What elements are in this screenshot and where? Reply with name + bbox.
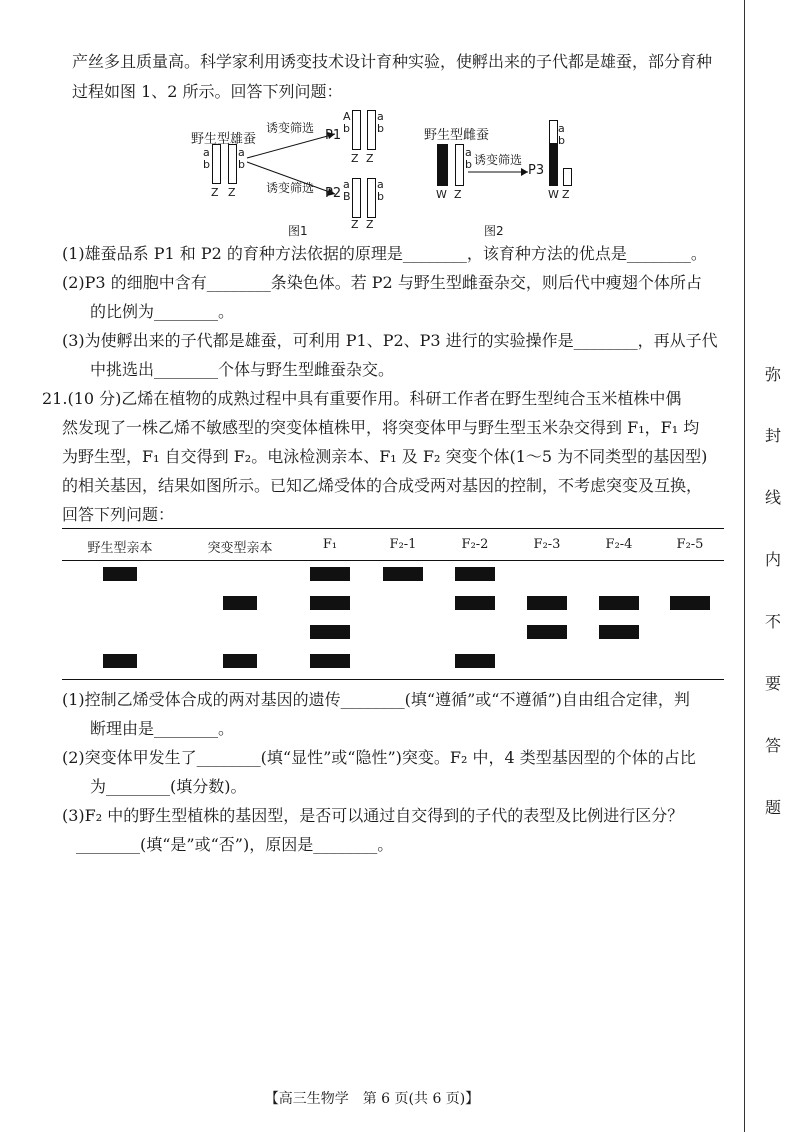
gel-lane-header: F₂-3 — [533, 537, 561, 552]
gel-band — [527, 625, 567, 639]
intro-line-1: 产丝多且质量高。科学家利用诱变技术设计育种实验，使孵出来的子代都是雄蚕，部分育种 — [72, 52, 713, 71]
q21-line-5: 回答下列问题： — [62, 505, 175, 524]
allele-label: a — [558, 122, 565, 135]
chromosome-label: W — [436, 188, 447, 201]
strain-p1: P1 — [325, 128, 342, 143]
allele-label: a — [465, 146, 472, 159]
gel-band — [310, 625, 350, 639]
allele-label: a — [238, 146, 245, 159]
chromosome — [352, 178, 361, 218]
allele-label: a — [377, 110, 384, 123]
gel-lane-header: 突变型亲本 — [207, 541, 273, 556]
gel-lane-header: F₂-5 — [676, 537, 704, 552]
q21-item-3-cont: ________(填“是”或“否”)，原因是________。 — [76, 835, 394, 854]
q21-item-2-cont: 为________(填分数)。 — [90, 777, 247, 796]
seal-char: 答 — [764, 736, 781, 755]
gel-band — [310, 567, 350, 581]
gel-band — [527, 596, 567, 610]
chromosome — [367, 110, 376, 150]
chromosome-label: Z — [366, 218, 374, 231]
gel-lane-header: 野生型亲本 — [87, 541, 153, 556]
chromosome — [212, 144, 221, 184]
arrow-label: 诱变筛选 — [266, 121, 315, 135]
q21-line-3: 为野生型，F₁ 自交得到 F₂。电泳检测亲本、F₁ 及 F₂ 突变个体(1～5 为不同类型的基因型) — [62, 447, 708, 466]
seal-line — [744, 0, 745, 1132]
chromosome-w — [437, 144, 448, 186]
q21-line-1: 21.(10 分)乙烯在植物的成熟过程中具有重要作用。科研工作者在野生型纯合玉米植株中偶 — [42, 389, 682, 408]
gel-band — [599, 625, 639, 639]
arrow-label: 诱变筛选 — [266, 181, 315, 195]
gel-band — [670, 596, 710, 610]
q20-item-3: (3)为使孵出来的子代都是雄蚕，可利用 P1、P2、P3 进行的实验操作是________，再从子代 — [62, 331, 718, 350]
chromosome — [367, 178, 376, 218]
q20-item-1: (1)雄蚕品系 P1 和 P2 的育种方法依据的原理是________，该育种方法的优点是________。 — [62, 244, 707, 263]
figure-2-caption: 图2 — [484, 224, 504, 238]
chromosome-label: Z — [228, 186, 236, 199]
allele-label: b — [203, 158, 210, 171]
allele-label: a — [203, 146, 210, 159]
q21-line-4: 的相关基因，结果如图所示。已知乙烯受体的合成受两对基因的控制，不考虑突变及互换， — [62, 476, 703, 495]
page-footer: 【高三生物学 第 6 页(共 6 页)】 — [264, 1091, 480, 1107]
seal-notice — [758, 0, 788, 1132]
seal-char: 题 — [764, 798, 781, 817]
chromosome — [228, 144, 237, 184]
gel-lane-header: F₂-4 — [605, 537, 633, 552]
seal-char: 封 — [764, 426, 781, 445]
figure-1-caption: 图1 — [288, 224, 308, 238]
allele-label: b — [377, 190, 384, 203]
chromosome — [563, 168, 572, 186]
q21-line-2: 然发现了一株乙烯不敏感型的突变体植株甲，将突变体甲与野生型玉米杂交得到 F₁，F₁ 均 — [62, 418, 700, 437]
q21-item-1: (1)控制乙烯受体合成的两对基因的遗传________(填“遵循”或“不遵循”)自由组合定律，判 — [62, 690, 690, 709]
q20-item-2: (2)P3 的细胞中含有________条染色体。若 P2 与野生型雌蚕杂交，则后代中瘦翅个体所占 — [62, 273, 702, 292]
allele-label: A — [343, 110, 351, 123]
allele-label: b — [558, 134, 565, 147]
chromosome-label: Z — [211, 186, 219, 199]
chromosome-label: Z — [454, 188, 462, 201]
gel-band — [383, 567, 423, 581]
gel-header-border — [62, 560, 724, 561]
allele-label: a — [343, 178, 350, 191]
seal-char: 不 — [764, 612, 781, 631]
chromosome-w-translocated — [549, 120, 558, 186]
q21-item-1-cont: 断理由是________。 — [90, 719, 235, 738]
gel-lane-header: F₁ — [322, 537, 338, 552]
seal-char: 弥 — [764, 365, 781, 384]
allele-label: B — [343, 190, 351, 203]
gel-band — [103, 654, 137, 668]
chromosome — [455, 144, 464, 186]
chromosome-label: Z — [562, 188, 570, 201]
figure-1-title: 野生型雄蚕 — [191, 132, 257, 147]
gel-top-border — [62, 528, 724, 529]
allele-label: b — [465, 158, 472, 171]
q20-item-2-cont: 的比例为________。 — [90, 302, 235, 321]
allele-label: b — [238, 158, 245, 171]
seal-char: 要 — [764, 674, 781, 693]
gel-band — [310, 654, 350, 668]
gel-bottom-border — [62, 679, 724, 680]
q21-item-2: (2)突变体甲发生了________(填“显性”或“隐性”)突变。F₂ 中，4 类型基因型的个体的占比 — [62, 748, 696, 767]
q20-item-3-cont: 中挑选出________个体与野生型雌蚕杂交。 — [90, 360, 395, 379]
intro-line-2: 过程如图 1、2 所示。回答下列问题： — [72, 82, 343, 101]
gel-band — [223, 596, 257, 610]
figure-2-title: 野生型雌蚕 — [424, 128, 490, 143]
arrow-head — [521, 168, 528, 176]
strain-p2: P2 — [325, 186, 342, 201]
gel-band — [599, 596, 639, 610]
arrow-line — [247, 134, 335, 158]
allele-label: b — [377, 122, 384, 135]
gel-band — [455, 654, 495, 668]
gel-band — [310, 596, 350, 610]
gel-lane-header: F₂-2 — [461, 537, 489, 552]
allele-label: a — [377, 178, 384, 191]
seal-char: 内 — [764, 550, 781, 569]
gel-lane-header: F₂-1 — [389, 537, 417, 552]
arrow-label: 诱变筛选 — [474, 153, 523, 167]
strain-p3: P3 — [528, 163, 545, 178]
allele-label: b — [343, 122, 350, 135]
chromosome-label: W — [548, 188, 559, 201]
q21-item-3: (3)F₂ 中的野生型植株的基因型，是否可以通过自交得到的子代的表型及比例进行区分？ — [62, 806, 684, 825]
chromosome-label: Z — [351, 218, 359, 231]
gel-band — [103, 567, 137, 581]
gel-band — [223, 654, 257, 668]
chromosome — [352, 110, 361, 150]
chromosome-label: Z — [351, 152, 359, 165]
gel-band — [455, 567, 495, 581]
gel-band — [455, 596, 495, 610]
seal-char: 线 — [764, 488, 781, 507]
chromosome-label: Z — [366, 152, 374, 165]
